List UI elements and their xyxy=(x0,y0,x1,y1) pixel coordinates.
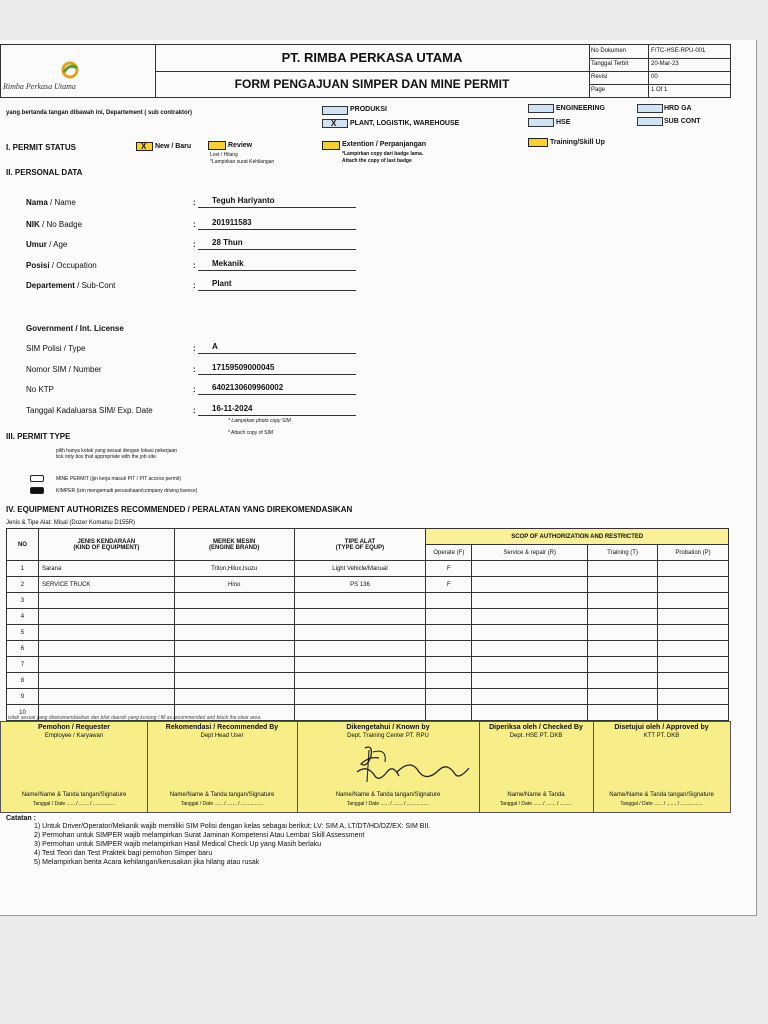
cell-no: 7 xyxy=(7,657,39,673)
col-header-probation: Probation (P) xyxy=(658,545,729,561)
field-value-ktp[interactable]: 6402130609960002 xyxy=(198,383,356,395)
cell-kind[interactable] xyxy=(38,689,174,705)
col-header-scope: SCOP OF AUTHORIZATION AND RESTRICTED xyxy=(426,529,729,545)
review-note-letter: *Lampirkan surat Kehilangan xyxy=(210,159,275,165)
cell-training[interactable] xyxy=(588,609,658,625)
doc-row: Revisi 00 xyxy=(589,71,730,85)
col-header-training: Training (T) xyxy=(588,545,658,561)
field-value-position[interactable]: Mekanik xyxy=(198,259,356,271)
table-row xyxy=(7,657,729,673)
company-name: PT. RIMBA PERKASA UTAMA xyxy=(155,45,589,72)
table-row xyxy=(7,673,729,689)
extention-note-copy: *Lampirkan copy dari badge lama. xyxy=(342,151,424,157)
cell-training[interactable] xyxy=(588,657,658,673)
cell-kind[interactable] xyxy=(38,593,174,609)
document-info xyxy=(589,45,730,97)
field-label-sim-type: SIM Polisi / Type xyxy=(26,344,86,353)
note-item: 1) Untuk Driver/Operator/Mekanik wajib memiliki SIM Polisi dengan kelas sebagai berikut; LV: SIM A, LT/DT/HD/DZ/EX: SIM BII. xyxy=(34,823,431,830)
sim-photo-note: * Lampirkan photo copy SIM xyxy=(228,418,291,424)
cell-training[interactable] xyxy=(588,625,658,641)
field-value-age[interactable]: 28 Thun xyxy=(198,238,356,250)
equipment-footnote: isilah sesuai yang direkomendasikan dan blok daerah yang kosong / fill as recommended and block the clear area. xyxy=(8,715,262,721)
label-produksi: PRODUKSI xyxy=(350,106,387,113)
note-item: 2) Permohan untuk SIMPER wajib melampirkan Surat Jaminan Kompetensi Atau Lembar Skill Assessment xyxy=(34,832,365,839)
cell-service[interactable] xyxy=(472,673,588,689)
form-title: FORM PENGAJUAN SIMPER DAN MINE PERMIT xyxy=(234,77,510,91)
cell-probation[interactable] xyxy=(658,593,729,609)
checkbox-hrd-ga[interactable] xyxy=(637,104,663,113)
cell-probation[interactable] xyxy=(658,641,729,657)
note-item: 4) Test Teori dan Test Praktek bagi pemohon Simper baru xyxy=(34,850,213,857)
cell-type[interactable] xyxy=(294,625,426,641)
cell-probation[interactable] xyxy=(658,657,729,673)
cell-brand[interactable]: Hino xyxy=(174,577,294,593)
field-label-department: Departement / Sub-Cont xyxy=(26,281,116,290)
checkbox-mine-permit[interactable] xyxy=(30,475,44,482)
company-logo-text: Rimba Perkasa Utama xyxy=(3,82,76,91)
col-header-brand: MEREK MESIN (ENGINE BRAND) xyxy=(174,529,294,561)
table-row xyxy=(7,593,729,609)
cell-kind[interactable] xyxy=(38,609,174,625)
cell-type[interactable]: Light Vehicle/Manual xyxy=(294,561,426,577)
form-page: Rimba Perkasa Utama PT. RIMBA PERKASA UTAMA FORM PENGAJUAN SIMPER DAN MINE PERMIT No Dokumen F/TC-HSE-RPU-001 Tanggal Terbit 20-Mar-23 Revisi 00 Page 1 Of 1 yang bertanda tangan dibawah ini, Departement ( sub contraktor) PRODUKSI X PLANT, LOGISTIK, WAREHOUSE ENGINEERING HSE HRD GA SUB CONT I. PERMIT STATUS X New / Baru Review Lost / Hilang *Lampirkan surat Kehilangan Extention / Perpanjangan *Lampirkan copy dari badge lama. Attach the copy of last badge Training/Skill Up II. PERSONAL DATA Nama / Name : Teguh Hariyanto NIK / No Badge : 201911583 Umur / Age : 28 Thun Posisi / Occupation : Mekanik Departement / Sub-Cont : Plant Government / Int. License SIM Polisi / Type : A Nomor SIM / Number : 17159509000045 No KTP : 6402130609960002 Tanggal Kadaluarsa SIM/ Exp. Date : 16-11-2024 * Lampirkan photo copy SIM * Attach copy of SIM III. PERMIT TYPE pilih hanya kotak yang sesuai dengan lokasi pekerjaan tick only box that appropriate with the job site. MINE PERMIT (ijin kerja masuk PIT / PIT access permit) KIMPER (izin mengemudi perusahaan/company driving lisence) IV. EQUIPMENT AUTHORIZES RECOMMENDED / PERALATAN YANG DIREKOMENDASIKAN Jenis & Tipe Alat: Misal (Dozer Komatsu D155R) NO JENIS KENDARAAN (KIND OF EQUIPMENT) MEREK MESIN (ENGINE BRAND) TIPE ALAT (TYPE OF EQUP) SCOP OF AUTHORIZATION AND RESTRICTED Operate (F) Service & repair (R) Training (T) Probation (P) 1 Sarana Triton,Hilux,Isuzu Light Vehicle/Manual F 2 SERVICE TRUCK Hino PS 136 F 3 4 5 6 7 8 9 10 isilah sesuai yang direkomendasikan dan blok daerah yang kosong / fill as recommended and block the clear area. Pemohon / Requester Employee / Karyawan Name/Name & Tanda tangan/Signature Tanggal / Date ...... / ....... / ................ Rekomendasi / Recommended By Dept Head User Name/Name & Tanda tangan/Signature Tanggal / Date ...... / ....... / ................ Dikengetahui / Known by Dept. Training Center PT. RPU Name/Name & Tanda tangan/Signature Tanggal / Date ...... / ....... / ................ Diperiksa oleh / Checked By Dept. HSE PT. DKB Name/Name & Tanda Tanggal / Date ...... / ....... / ......... Disetujui oleh / Approved by KTT PT. DKB Name/Name & Tanda tangan/Signature Tanggal / Date ...... / ....... / ................ Catatan : 1) Untuk Driver/Operator/Mekanik wajib memiliki SIM Polisi dengan kelas sebagai berikut; LV: SIM A, LT/DT/HD/DZ/EX: SIM BII. 2) Permohan untuk SIMPER wajib melampirkan Surat Jaminan Kompetensi Atau Lembar Skill Assessment 3) Permohan untuk SIMPER wajib melampirkan Hasil Medical Check Up yang Masih berlaku 4) Test Teori dan Test Praktek bagi pemohon Simper baru 5) Melampirkan berita Acara kehilangan/kerusakan jika hilang atau rusak xyxy=(0,40,757,916)
cell-service[interactable] xyxy=(472,593,588,609)
col-header-type: TIPE ALAT (TYPE OF EQUP) xyxy=(294,529,426,561)
label-extention: Extention / Perpanjangan xyxy=(342,141,427,148)
cell-probation[interactable] xyxy=(658,609,729,625)
cell-training[interactable] xyxy=(588,673,658,689)
table-row xyxy=(7,625,729,641)
label-new: New / Baru xyxy=(155,143,192,150)
sim-attach-note: * Attach copy of SIM xyxy=(228,430,274,436)
cell-kind[interactable] xyxy=(38,673,174,689)
cell-probation[interactable] xyxy=(658,705,729,721)
cell-brand[interactable] xyxy=(174,657,294,673)
field-label-name: Nama / Name xyxy=(26,198,76,207)
extention-note-attach: Attach the copy of last badge xyxy=(342,158,412,164)
label-hse: HSE xyxy=(556,119,571,126)
cell-no: 6 xyxy=(7,641,39,657)
cell-kind[interactable] xyxy=(38,641,174,657)
field-value-nik[interactable]: 201911583 xyxy=(198,218,356,230)
intro-text: yang bertanda tangan dibawah ini, Departement ( sub contraktor) xyxy=(6,110,193,116)
cell-training[interactable] xyxy=(588,705,658,721)
cell-no: 8 xyxy=(7,673,39,689)
permit-type-hint-en: tick only box that appropriate with the job site. xyxy=(56,454,158,460)
cell-operate[interactable] xyxy=(426,641,472,657)
cell-service[interactable] xyxy=(472,641,588,657)
cell-probation[interactable] xyxy=(658,689,729,705)
cell-type[interactable]: PS 136 xyxy=(294,577,426,593)
personal-data-title: II. PERSONAL DATA xyxy=(6,168,83,177)
table-row xyxy=(7,577,729,593)
col-header-kind: JENIS KENDARAAN (KIND OF EQUIPMENT) xyxy=(38,529,174,561)
cell-kind[interactable]: Sarana xyxy=(38,561,174,577)
handwritten-signature xyxy=(327,742,477,790)
field-label-sim-number: Nomor SIM / Number xyxy=(26,365,102,374)
table-row xyxy=(7,641,729,657)
cell-service[interactable] xyxy=(472,705,588,721)
signature-approved-by: Disetujui oleh / Approved by KTT PT. DKB Name/Name & Tanda tangan/Signature Tanggal / Date ...... / ....... / ................ xyxy=(609,724,714,807)
field-value-sim-number[interactable]: 17159509000045 xyxy=(198,363,356,375)
review-note-lost: Lost / Hilang xyxy=(210,152,238,158)
field-label-position: Posisi / Occupation xyxy=(26,261,97,270)
label-sub-cont: SUB CONT xyxy=(664,118,701,125)
col-header-service: Service & repair (R) xyxy=(472,545,588,561)
cell-service[interactable] xyxy=(472,561,588,577)
field-value-sim-type[interactable]: A xyxy=(198,342,356,354)
label-review: Review xyxy=(228,142,253,149)
signature-checked-by: Diperiksa oleh / Checked By Dept. HSE PT. DKB Name/Name & Tanda Tanggal / Date ...... / ....... / ......... xyxy=(479,722,594,812)
cell-brand[interactable]: Triton,Hilux,Isuzu xyxy=(174,561,294,577)
checkbox-extention[interactable] xyxy=(322,141,340,150)
checkbox-engineering[interactable] xyxy=(528,104,554,113)
cell-operate[interactable]: F xyxy=(426,577,472,593)
cell-service[interactable] xyxy=(472,609,588,625)
cell-service[interactable] xyxy=(472,625,588,641)
cell-training[interactable] xyxy=(588,561,658,577)
cell-brand[interactable] xyxy=(174,625,294,641)
signature-requester: Pemohon / Requester Employee / Karyawan Name/Name & Tanda tangan/Signature Tanggal / Date ...... / ....... / ................ xyxy=(1,722,148,812)
cell-service[interactable] xyxy=(472,577,588,593)
cell-probation[interactable] xyxy=(658,577,729,593)
cell-type[interactable] xyxy=(294,689,426,705)
doc-row: Page 1 Of 1 xyxy=(589,84,730,97)
doc-row: No Dokumen F/TC-HSE-RPU-001 xyxy=(589,45,730,59)
title-cell xyxy=(155,45,590,97)
field-value-exp-date[interactable]: 16-11-2024 xyxy=(198,404,356,416)
cell-kind[interactable] xyxy=(38,657,174,673)
cell-no: 1 xyxy=(7,561,39,577)
checkbox-produksi[interactable] xyxy=(322,106,348,115)
cell-probation[interactable] xyxy=(658,673,729,689)
permit-type-hint: pilih hanya kotak yang sesuai dengan lokasi pekerjaan xyxy=(56,448,177,454)
note-item: 3) Permohan untuk SIMPER wajib melampirkan Hasil Medical Check Up yang Masih berlaku xyxy=(34,841,322,848)
cell-kind[interactable]: SERVICE TRUCK xyxy=(38,577,174,593)
checkbox-plant-logistik[interactable]: X xyxy=(322,119,348,128)
signature-recommended: Rekomendasi / Recommended By Dept Head User Name/Name & Tanda tangan/Signature Tanggal / Date ...... / ....... / ................ xyxy=(147,722,298,812)
table-row xyxy=(7,609,729,625)
cell-type[interactable] xyxy=(294,593,426,609)
cell-brand[interactable] xyxy=(174,593,294,609)
label-training: Training/Skill Up xyxy=(550,139,605,146)
cell-no: 4 xyxy=(7,609,39,625)
cell-operate[interactable] xyxy=(426,593,472,609)
notes-title: Catatan : xyxy=(6,815,36,822)
label-engineering: ENGINEERING xyxy=(556,105,606,112)
checkbox-sub-cont[interactable] xyxy=(637,117,663,126)
label-mine-permit: MINE PERMIT (ijin kerja masuk PIT / PIT access permit) xyxy=(56,476,182,482)
license-title: Government / Int. License xyxy=(26,324,124,333)
note-item: 5) Melampirkan berita Acara kehilangan/kerusakan jika hilang atau rusak xyxy=(34,859,260,866)
signature-block xyxy=(0,721,731,813)
cell-type[interactable] xyxy=(294,657,426,673)
cell-training[interactable] xyxy=(588,577,658,593)
signature-known-by: Dikengetahui / Known by Dept. Training Center PT. RPU Name/Name & Tanda tangan/Signature Tanggal / Date ...... / ....... / ................ xyxy=(297,722,480,812)
cell-training[interactable] xyxy=(588,593,658,609)
label-hrd-ga: HRD GA xyxy=(664,105,692,112)
col-header-operate: Operate (F) xyxy=(426,545,472,561)
notes-section xyxy=(6,815,729,867)
cell-brand[interactable] xyxy=(174,673,294,689)
permit-status-title: I. PERMIT STATUS xyxy=(6,143,76,152)
checkbox-hse[interactable] xyxy=(528,118,554,127)
checkbox-kimper[interactable] xyxy=(30,487,44,494)
cell-no: 10 xyxy=(7,705,39,721)
cell-training[interactable] xyxy=(588,689,658,705)
cell-kind[interactable] xyxy=(38,625,174,641)
permit-type-title: III. PERMIT TYPE xyxy=(6,432,71,441)
field-label-nik: NIK / No Badge xyxy=(26,220,83,229)
doc-row: Tanggal Terbit 20-Mar-23 xyxy=(589,58,730,72)
cell-brand[interactable] xyxy=(174,689,294,705)
cell-probation[interactable] xyxy=(658,561,729,577)
field-label-exp-date: Tanggal Kadaluarsa SIM/ Exp. Date xyxy=(26,406,153,415)
cell-operate[interactable]: F xyxy=(426,561,472,577)
cell-operate[interactable] xyxy=(426,689,472,705)
cell-type[interactable] xyxy=(294,673,426,689)
cell-operate[interactable] xyxy=(426,673,472,689)
cell-operate[interactable] xyxy=(426,609,472,625)
cell-type[interactable] xyxy=(294,641,426,657)
field-value-department[interactable]: Plant xyxy=(198,279,356,291)
cell-operate[interactable] xyxy=(426,657,472,673)
field-label-ktp: No KTP xyxy=(26,385,55,394)
checkbox-training[interactable] xyxy=(528,138,548,147)
equipment-example: Jenis & Tipe Alat: Misal (Dozer Komatsu D155R) xyxy=(6,520,136,526)
cell-no: 9 xyxy=(7,689,39,705)
checkbox-review[interactable] xyxy=(208,141,226,150)
checkbox-new[interactable]: X xyxy=(136,142,153,151)
cell-type[interactable] xyxy=(294,705,426,721)
equipment-title: IV. EQUIPMENT AUTHORIZES RECOMMENDED / PERALATAN YANG DIREKOMENDASIKAN xyxy=(6,505,353,514)
cell-no: 5 xyxy=(7,625,39,641)
cell-training[interactable] xyxy=(588,641,658,657)
field-value-name[interactable]: Teguh Hariyanto xyxy=(198,196,356,208)
form-header xyxy=(0,44,731,98)
cell-no: 3 xyxy=(7,593,39,609)
cell-operate[interactable] xyxy=(426,625,472,641)
field-label-age: Umur / Age xyxy=(26,240,68,249)
cell-operate[interactable] xyxy=(426,705,472,721)
equipment-table xyxy=(6,528,729,721)
company-logo-icon xyxy=(59,61,81,79)
label-kimper: KIMPER (izin mengemudi perusahaan/company driving lisence) xyxy=(56,488,198,494)
table-row xyxy=(7,561,729,577)
label-plant-logistik: PLANT, LOGISTIK, WAREHOUSE xyxy=(350,120,460,127)
table-row xyxy=(7,689,729,705)
cell-brand[interactable] xyxy=(174,641,294,657)
cell-no: 2 xyxy=(7,577,39,593)
cell-probation[interactable] xyxy=(658,625,729,641)
col-header-no: NO xyxy=(7,529,39,561)
cell-type[interactable] xyxy=(294,609,426,625)
cell-service[interactable] xyxy=(472,689,588,705)
cell-service[interactable] xyxy=(472,657,588,673)
cell-brand[interactable] xyxy=(174,609,294,625)
logo-cell xyxy=(1,45,156,97)
